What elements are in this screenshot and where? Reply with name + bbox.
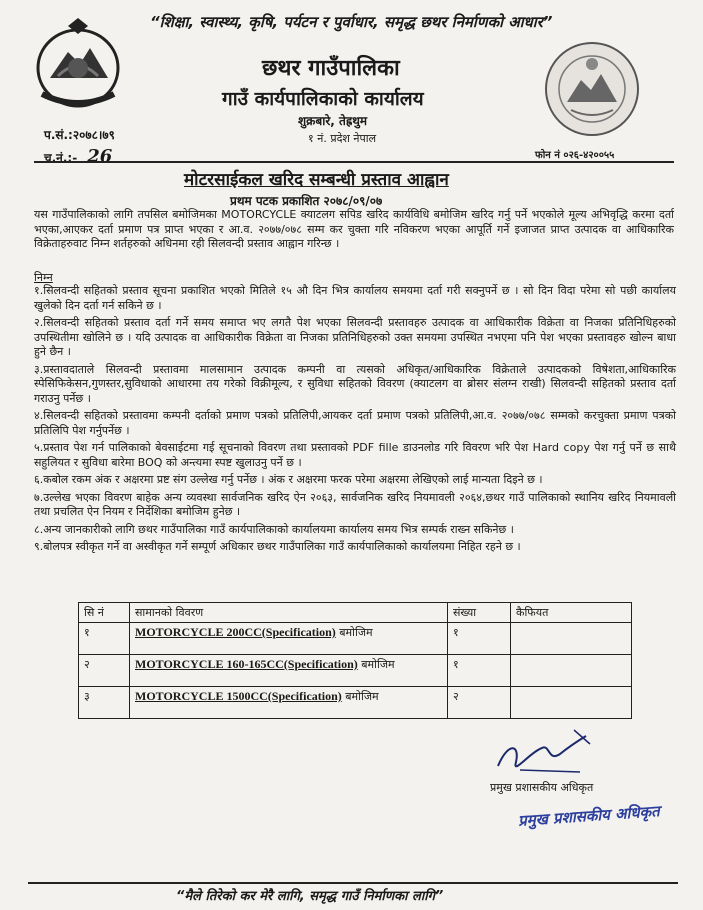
signatory-title: प्रमुख प्रशासकीय अधिकृत: [490, 781, 594, 794]
intro-paragraph: यस गाउँपालिकाको लागि तपसिल बमोजिमका MOTORCYCLE क्याटलग सपिड खरिद कार्यविधि बमोजिम खरिद गर्नु पर्ने भएकोले मूल्य अभिवृद्धि करमा दर्ता भएका,आएकर दर्ता प्रमाण पत्र प्राप्त भएका र आ.व. २०७७/०७८ सम्म कर चुक्ता गरि नविकरण भएका आपूर्ति गर्ने इजाजत प्राप्त उत्पादक वा आधिकारिक विक्रेताहरुवाट निम्न शर्तहरुको अधिनमा रही सिलवन्दी प्रस्ताव आह्वान गरिन्छ ।: [34, 208, 674, 250]
handwritten-signature: [490, 722, 600, 782]
publish-date: प्रथम पटक प्रकाशित २०७८/०९/०७: [230, 194, 383, 208]
cell-description: [130, 687, 448, 719]
rule-item: ६.कबोल रकम अंक र अक्षरमा प्रष्ट संग उल्लेख गर्नु पर्नेछ । अंक र अक्षरमा फरक परेमा अक्षरमा लेखिएको लाई मान्यता दिइने छ ।: [34, 473, 543, 486]
table-header-row: [79, 603, 632, 623]
cell-description: [130, 655, 448, 687]
nepal-emblem-logo: [28, 16, 128, 112]
item-suffix: बमोजिम: [341, 690, 379, 703]
rule-item: १.सिलवन्दी सहितको प्रस्ताव सूचना प्रकाशित भएको मितिले १५ औ दिन भित्र कार्यालय समयमा दर्ता गरी सक्नुपर्ने छ । सो दिन विदा परेमा सो पछी कार्यालय खुलेको दिन दर्ता गर्न सकिने छ ।: [34, 284, 676, 312]
cell-remarks: [511, 687, 632, 719]
rule-item: ८.अन्य जानकारीको लागि छथर गाउँपालिका गाउँ कार्यपालिकाको कार्यालयमा कार्यालय समय भित्र सम्पर्क राख्न सकिनेछ ।: [34, 522, 514, 536]
cell-sn: १: [79, 623, 130, 655]
dispatch-value: 26: [87, 146, 113, 167]
office-subtitle: गाउँ कार्यपालिकाको कार्यालय: [222, 88, 424, 110]
rule-item: ४.सिलवन्दी सहितको प्रस्तावमा कम्पनी दर्ताको प्रमाण पत्रको प्रतिलिपी,आयकर दर्ता प्रमाण पत्रको प्रतिलिपी,आ.व. २०७७/०७८ सम्मको करचुक्ता प्रमाण पत्रको प्रतिलिपि पेश गर्नुपर्नेछ ।: [34, 409, 676, 437]
motto: “शिक्षा, स्वास्थ्य, कृषि, पर्यटन र पुर्वाधार, समृद्ध छथर निर्माणको आधार”: [150, 13, 553, 31]
cell-sn: २: [79, 655, 130, 687]
dispatch-number: [44, 146, 112, 167]
cell-remarks: [511, 623, 632, 655]
rule-item: ३.प्रस्तावदाताले सिलवन्दी प्रस्तावमा मालसामान उत्पादक कम्पनी वा त्यसको अधिकृत/आधिकारिक विक्रेताले उत्पादकको विषेशता,आधिकारिक स्पेसिफिकेसन,गुणस्तर,सुविधाको आधारमा तय गरेको विक्रीमूल्य, र सुविधा सहितको विवरण (क्याटलग वा ब्रोसर संलग्न राखी) सिलवन्दी सहितको प्रस्ताव दर्ता गराउनु पर्नेछ ।: [34, 362, 676, 405]
item-name: MOTORCYCLE 200CC(Specification): [135, 625, 336, 639]
rule-item: २.सिलवन्दी सहितको प्रस्ताव दर्ता गर्ने समय समाप्त भए लगतै पेश भएका सिलवन्दी प्रस्तावहरु उत्पादक वा आधिकारीक विक्रेता वा निजका प्रतिनिधिहरुको उपस्थितीमा खोलिने छ । यदि उत्पादक वा आधिकारीक विक्रेता वा निजका प्रतिनिधिहरुको उक्त समयमा उपस्थित नभएमा पनि पेश भएका प्रस्तावहरु खोल्न बाधा हुने छैन ।: [34, 316, 676, 358]
phone-number: फोन नं ०२६-४२००५५: [535, 150, 615, 161]
rule-item: ९.बोलपत्र स्वीकृत गर्ने वा अस्वीकृत गर्ने सम्पूर्ण अधिकार छथर गाउँपालिका गाउँ कार्यपालिकाको कार्यालयमा निहित रहने छ ।: [34, 540, 521, 553]
table-row: [79, 687, 632, 719]
rule-item: ७.उल्लेख भएका विवरण बाहेक अन्य व्यवस्था सार्वजनिक खरिद ऐन २०६३, सार्वजनिक खरिद नियमावली २०६४,छथर गाउँ पालिकाको स्थानिय खरिद नियमावली तथा प्रचलित ऐन नियम र निर्देशिका बमोजिम हुनेछ ।: [34, 490, 676, 518]
header-divider: [34, 161, 674, 163]
footer-slogan: “मैले तिरेको कर मेरै लागि, समृद्ध गाउँ निर्माणका लागि”: [176, 889, 444, 904]
notice-title: मोटरसाईकल खरिद सम्बन्धी प्रस्ताव आह्वान: [184, 170, 449, 190]
item-name: MOTORCYCLE 160-165CC(Specification): [135, 657, 358, 671]
address-line2: १ नं. प्रदेश नेपाल: [308, 132, 377, 145]
cell-quantity: १: [448, 655, 511, 687]
reference-label: प.सं.:: [44, 128, 73, 142]
rules-heading: निम्न: [34, 271, 53, 284]
office-name: छथर गाउँपालिका: [262, 56, 400, 81]
col-header-remarks: कैफियत: [511, 603, 632, 623]
item-suffix: बमोजिम: [357, 658, 395, 671]
cell-description: [130, 623, 448, 655]
reference-number: [44, 126, 115, 143]
table-row: [79, 655, 632, 687]
address-line1: शुक्रबारे, तेह्रथुम: [298, 114, 368, 128]
dispatch-label: च.नं.:-: [44, 151, 78, 165]
cell-sn: ३: [79, 687, 130, 719]
items-table: [78, 602, 632, 719]
col-header-sn: सि नं: [79, 603, 130, 623]
cell-quantity: २: [448, 687, 511, 719]
rules-list: [34, 284, 676, 558]
official-stamp: प्रमुख प्रशासकीय अधिकृत: [517, 802, 661, 830]
cell-remarks: [511, 655, 632, 687]
col-header-description: सामानको विवरण: [130, 603, 448, 623]
rule-item: ५.प्रस्ताव पेश गर्न पालिकाको बेवसाईटमा गई सूचनाको विवरण तथा प्रस्तावको PDF fille डाउनलोड गरि विवरण भरि पेश Hard copy पेश गर्नु पर्ने छ साथै सहुलियत र सुविधा बारेमा BOQ को अन्त्यमा स्पष्ट खुलाउनु पर्ने छ ।: [34, 441, 676, 469]
table-row: [79, 623, 632, 655]
cell-quantity: १: [448, 623, 511, 655]
item-name: MOTORCYCLE 1500CC(Specification): [135, 689, 342, 703]
municipality-seal-logo: [543, 40, 641, 138]
reference-value: २०७८।७९: [72, 128, 115, 142]
col-header-quantity: संख्या: [448, 603, 511, 623]
footer-divider: [28, 882, 678, 884]
item-suffix: बमोजिम: [335, 626, 373, 639]
